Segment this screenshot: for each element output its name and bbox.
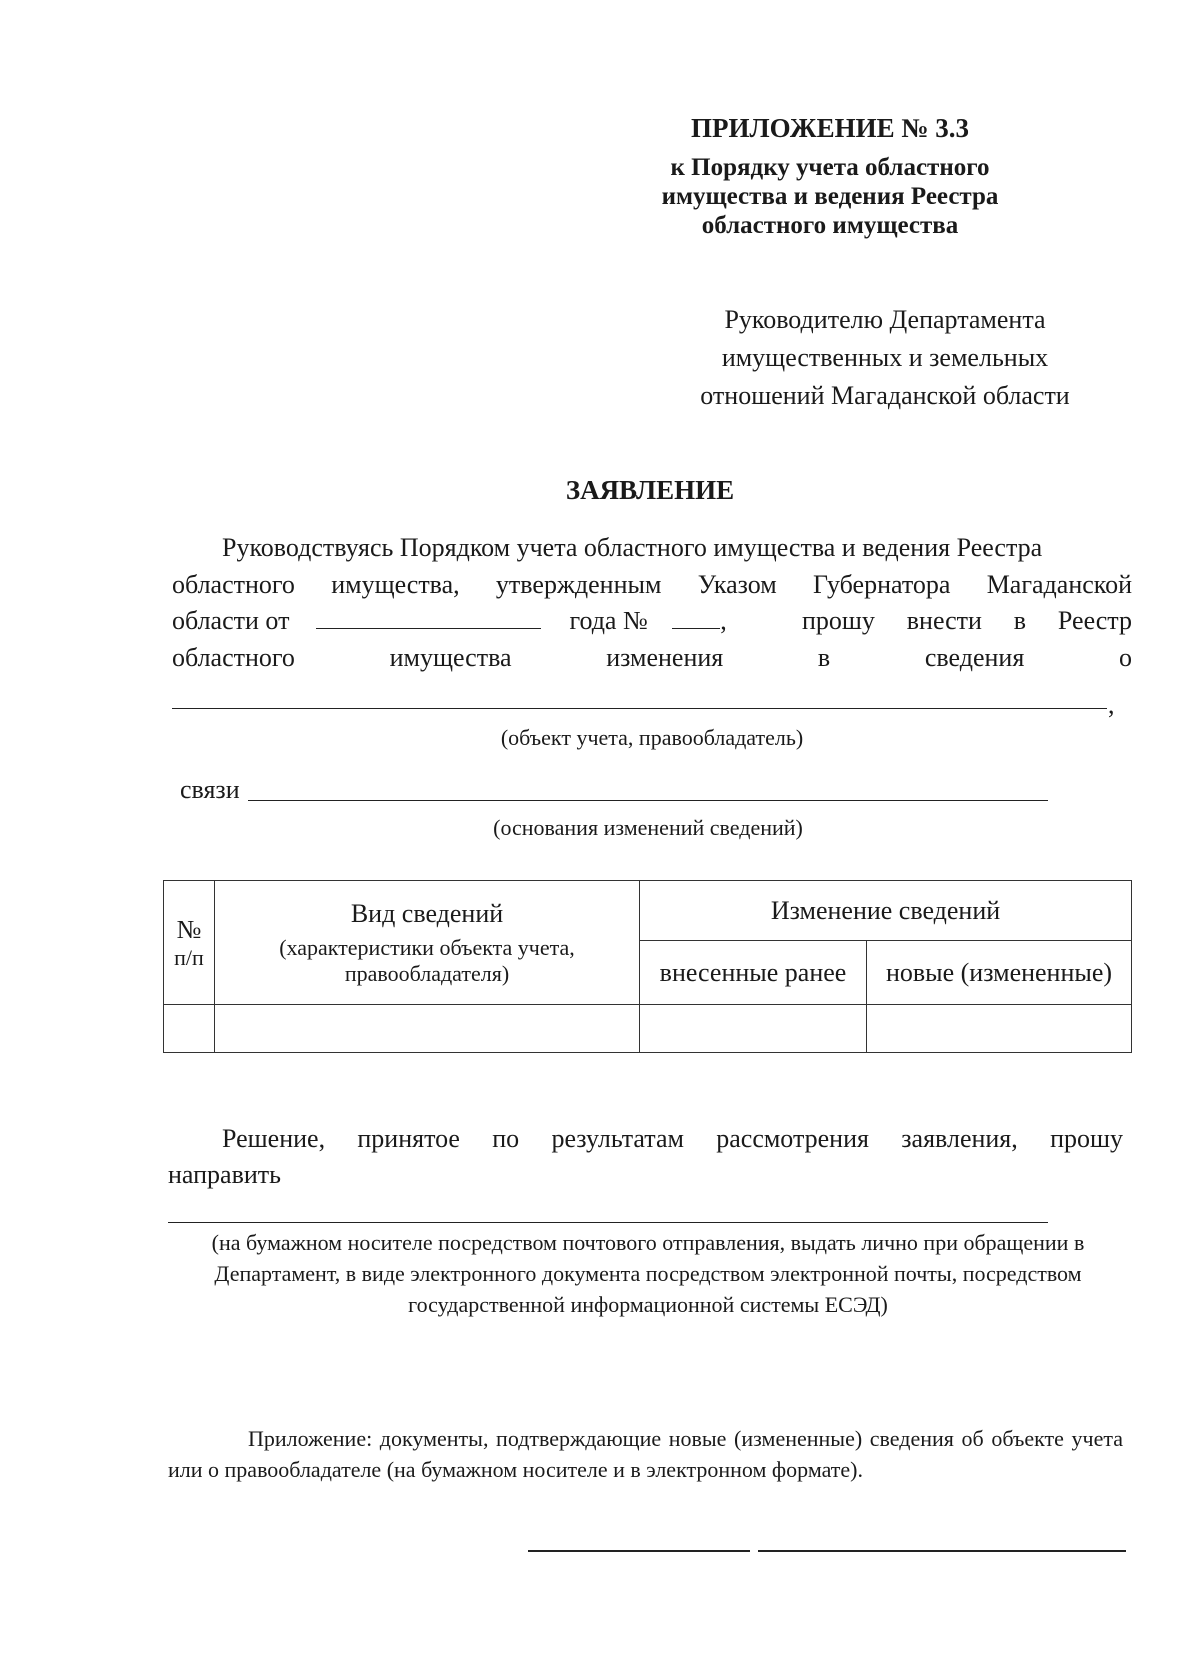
- number-sign: №: [176, 914, 202, 944]
- type-header-subtitle: (характеристики объекта учета, правообладателя): [279, 934, 575, 986]
- basis-hint: (основания изменений сведений): [493, 815, 803, 840]
- statement-line-2: областного имущества, утвержденным Указом Губернатора Магаданской: [172, 570, 1132, 599]
- object-blank-field[interactable]: [172, 708, 1107, 709]
- decree-number-blank-field[interactable]: [672, 608, 720, 629]
- number-subheader: п/п: [174, 944, 204, 970]
- statement-line-4: областного имущества изменения в сведения о: [172, 643, 1132, 672]
- decision-blank-field[interactable]: [168, 1222, 1048, 1223]
- table-header-new: новые (измененные): [867, 941, 1132, 1005]
- table-header-previous: внесенные ранее: [640, 941, 867, 1005]
- statement-from-label: области от: [172, 606, 290, 635]
- annex-text: Приложение: документы, подтверждающие новые (измененные) сведения об объекте учета или о правообладателе (на бумажном носителе и в электронном формате).: [168, 1426, 1123, 1482]
- delivery-method-note: (на бумажном носителе посредством почтового отправления, выдать лично при обращении в Департамент, в виде электронного документа посредством электронной почты, посредством государственной информационной системы ЕСЭД): [211, 1230, 1085, 1317]
- table-row: [164, 1005, 1132, 1053]
- object-line-comma: ,: [1108, 690, 1115, 719]
- decision-line-2: направить: [168, 1160, 281, 1189]
- addressee-line-3: отношений Магаданской области: [700, 381, 1070, 410]
- document-title: ЗАЯВЛЕНИЕ: [565, 475, 735, 505]
- statement-line-3: области от года № , прошу внести в Реестр: [172, 606, 1132, 635]
- statement-request-words: прошу внести в Реестр: [802, 606, 1132, 635]
- appendix-line-2: имущества и ведения Реестра: [661, 183, 999, 210]
- table-header-type: [215, 881, 640, 1005]
- addressee-line-1: Руководителю Департамента: [724, 305, 1046, 334]
- table-cell-previous[interactable]: [640, 1005, 867, 1053]
- changes-table: [163, 880, 1132, 1053]
- object-hint: (объект учета, правообладатель): [500, 725, 804, 750]
- statement-line-1: Руководствуясь Порядком учета областного имущества и ведения Реестра: [222, 533, 1043, 562]
- decision-line-1: Решение, принятое по результатам рассмотрения заявления, прошу: [222, 1124, 1123, 1153]
- name-line[interactable]: [758, 1550, 1126, 1552]
- table-cell-new[interactable]: [867, 1005, 1132, 1053]
- table-cell-type[interactable]: [215, 1005, 640, 1053]
- addressee-line-2: имущественных и земельных: [721, 343, 1049, 372]
- appendix-line-1: к Порядку учета областного: [670, 154, 990, 181]
- type-header-title: Вид сведений: [350, 898, 504, 928]
- basis-blank-field[interactable]: [248, 800, 1048, 801]
- table-header-number: [164, 881, 215, 1005]
- table-cell-number[interactable]: [164, 1005, 215, 1053]
- link-label: связи: [180, 775, 240, 804]
- date-blank-field[interactable]: [316, 608, 541, 629]
- signature-line[interactable]: [528, 1550, 750, 1552]
- year-number-label: года №: [569, 606, 648, 635]
- table-header-change: Изменение сведений: [640, 881, 1132, 941]
- appendix-title: ПРИЛОЖЕНИЕ № 3.3: [690, 113, 970, 143]
- appendix-line-3: областного имущества: [701, 212, 959, 239]
